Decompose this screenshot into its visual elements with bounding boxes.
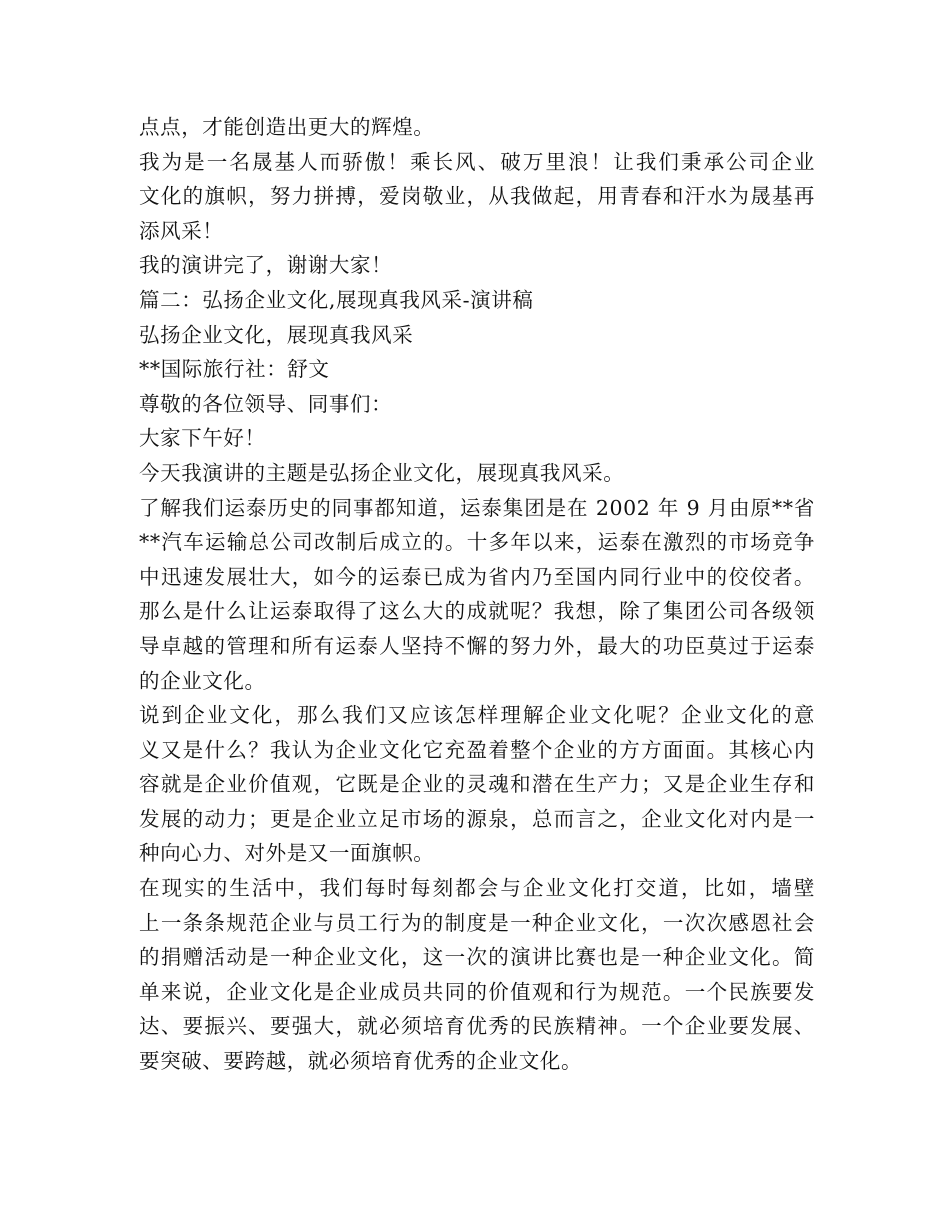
text-line: 中迅速发展壮大，如今的运泰已成为省内乃至国内同行业中的佼佼者。 [139,564,815,589]
text-line: 种向心力、对外是又一面旗帜。 [139,841,435,866]
text-line: 导卓越的管理和所有运泰人坚持不懈的努力外，最大的功臣莫过于运泰 [139,633,815,658]
text-line: 点点，才能创造出更大的辉煌。 [139,115,435,139]
text-line: 今天我演讲的主题是弘扬企业文化，展现真我风采。 [139,460,625,485]
text-line: 添风采！ [139,218,224,243]
text-line: 尊敬的各位领导、同事们： [139,391,393,416]
text-line: 我为是一名晟基人而骄傲！乘长风、破万里浪！让我们秉承公司企业 [139,149,815,174]
text-line: **汽车运输总公司改制后成立的。十多年以来，运泰在激烈的市场竞争 [139,530,815,555]
text-line: 容就是企业价值观，它既是企业的灵魂和潜在生产力；又是企业生存和 [139,772,815,797]
text-line: 义又是什么？我认为企业文化它充盈着整个企业的方方面面。其核心内 [139,737,815,762]
text-line: 单来说，企业文化是企业成员共同的价值观和行为规范。一个民族要发 [139,979,815,1004]
text-line: 了解我们运泰历史的同事都知道，运泰集团是在 2002 年 9 月由原**省 [139,495,815,520]
text-line: 说到企业文化，那么我们又应该怎样理解企业文化呢？企业文化的意 [139,703,815,728]
text-line: 大家下午好！ [139,426,266,451]
text-line: 的企业文化。 [139,668,266,693]
text-line: 那么是什么让运泰取得了这么大的成就呢？我想，除了集团公司各级领 [139,599,815,624]
text-line: 的捐赠活动是一种企业文化，这一次的演讲比赛也是一种企业文化。简 [139,945,815,970]
text-line: 在现实的生活中，我们每时每刻都会与企业文化打交道，比如，墙壁 [139,876,815,901]
text-line: 要突破、要跨越，就必须培育优秀的企业文化。 [139,1049,583,1074]
text-line: 发展的动力；更是企业立足市场的源泉，总而言之，企业文化对内是一 [139,806,815,831]
text-line: 上一条条规范企业与员工行为的制度是一种企业文化，一次次感恩社会 [139,910,815,935]
text-line: 文化的旗帜，努力拼搏，爱岗敬业，从我做起，用青春和汗水为晟基再 [139,184,815,209]
text-line: 我的演讲完了，谢谢大家！ [139,253,393,278]
text-line: 达、要振兴、要强大，就必须培育优秀的民族精神。一个企业要发展、 [139,1014,815,1039]
document-body [139,110,815,1079]
text-line: 弘扬企业文化，展现真我风采 [139,322,414,347]
text-line: 篇二：弘扬企业文化,展现真我风采-演讲稿 [139,287,534,312]
text-line: **国际旅行社：舒文 [139,357,330,382]
